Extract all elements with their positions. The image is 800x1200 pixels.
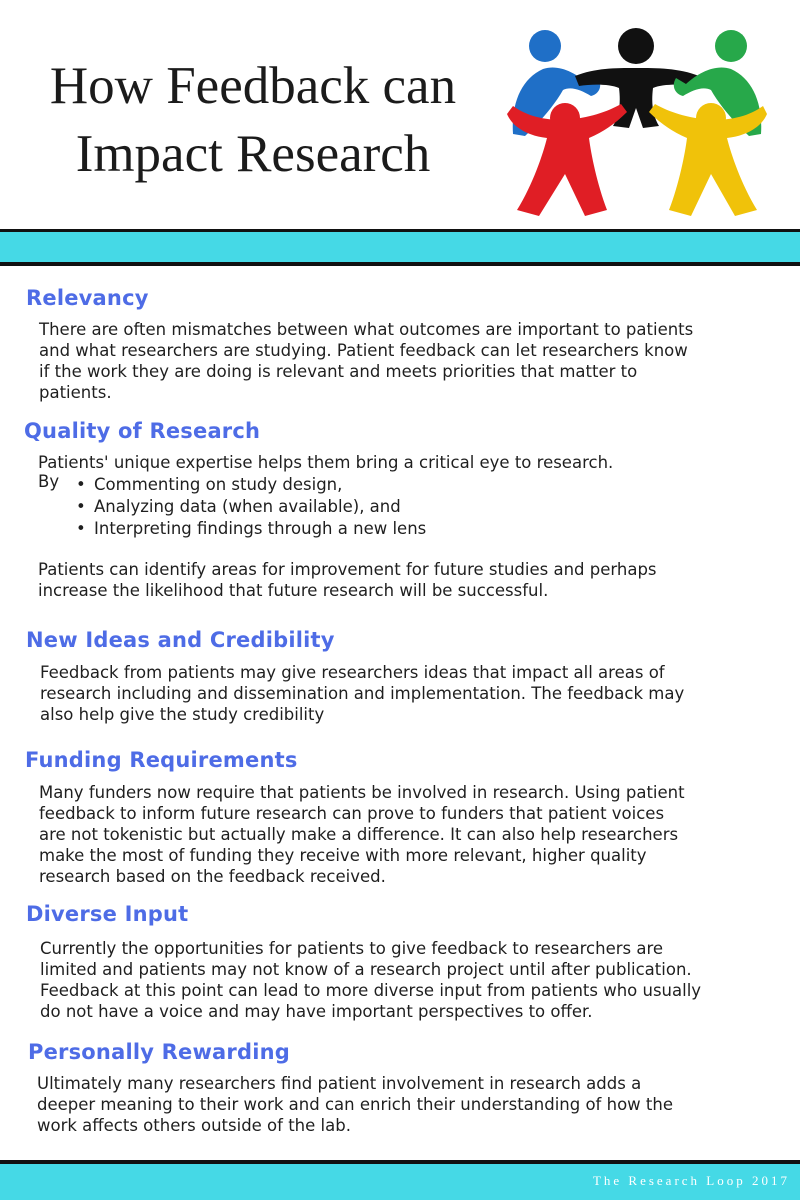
black-person-icon [575, 28, 699, 128]
title-line-1: How Feedback can [49, 57, 457, 115]
list-item: • Interpreting findings through a new lens [76, 518, 800, 540]
section-diverse [0, 902, 800, 1022]
section-text-line: if the work they are doing is relevant and meets priorities that matter to [39, 362, 638, 381]
section-heading: Diverse Input [26, 902, 189, 926]
section-text-line: work affects others outside of the lab. [37, 1116, 351, 1135]
section-text-line: patients. [39, 383, 112, 402]
section-text-line: Currently the opportunities for patients to give feedback to researchers are [40, 939, 664, 958]
section-text-line: Feedback from patients may give researchers ideas that impact all areas of [40, 663, 665, 682]
section-text-line: Many funders now require that patients be involved in research. Using patient [39, 783, 685, 802]
footer-credit: The Research Loop 2017 [592, 1173, 790, 1188]
section-text-line: and what researchers are studying. Patient feedback can let researchers know [39, 341, 688, 360]
people-circle-icon [503, 24, 771, 220]
title-line-2: Impact Research [75, 125, 431, 183]
list-item: • Commenting on study design, [76, 474, 800, 496]
section-text-line: research including and dissemination and implementation. The feedback may [40, 684, 685, 703]
red-person-icon [507, 103, 627, 216]
section-text-line: also help give the study credibility [40, 705, 325, 724]
section-heading: Personally Rewarding [28, 1040, 290, 1064]
top-accent-band [0, 229, 800, 266]
section-text-line: do not have a voice and may have important perspectives to offer. [40, 1002, 593, 1021]
section-text-line: make the most of funding they receive with more relevant, higher quality [39, 846, 647, 865]
section-heading: Relevancy [26, 286, 149, 310]
section-text-line: research based on the feedback received. [39, 867, 386, 886]
section-text-line: deeper meaning to their work and can enrich their understanding of how the [37, 1095, 673, 1114]
section-funding [0, 748, 800, 887]
section-text-line: Patients' unique expertise helps them bring a critical eye to research. [38, 453, 614, 472]
section-text-line: Feedback at this point can lead to more diverse input from patients who usually [40, 981, 702, 1000]
section-quality [0, 419, 800, 601]
section-text-line: Ultimately many researchers find patient involvement in research adds a [37, 1074, 642, 1093]
section-heading: Quality of Research [24, 419, 261, 443]
page-title [18, 52, 488, 188]
section-text-line: are not tokenistic but actually make a difference. It can also help researchers [39, 825, 679, 844]
section-text-line: Patients can identify areas for improvement for future studies and perhaps [38, 560, 657, 579]
section-relevancy [0, 286, 800, 403]
section-heading: New Ideas and Credibility [26, 628, 335, 652]
section-rewarding [0, 1040, 800, 1136]
list-item: • Analyzing data (when available), and [76, 496, 800, 518]
section-text-line: There are often mismatches between what outcomes are important to patients [39, 320, 694, 339]
section-text-line: limited and patients may not know of a research project until after publication. [40, 960, 692, 979]
section-text-line: feedback to inform future research can prove to funders that patient voices [39, 804, 665, 823]
yellow-person-icon [649, 103, 767, 216]
section-heading: Funding Requirements [25, 748, 298, 772]
section-text-line: increase the likelihood that future research will be successful. [38, 581, 549, 600]
by-label: By [38, 472, 60, 491]
section-ideas [0, 628, 800, 725]
